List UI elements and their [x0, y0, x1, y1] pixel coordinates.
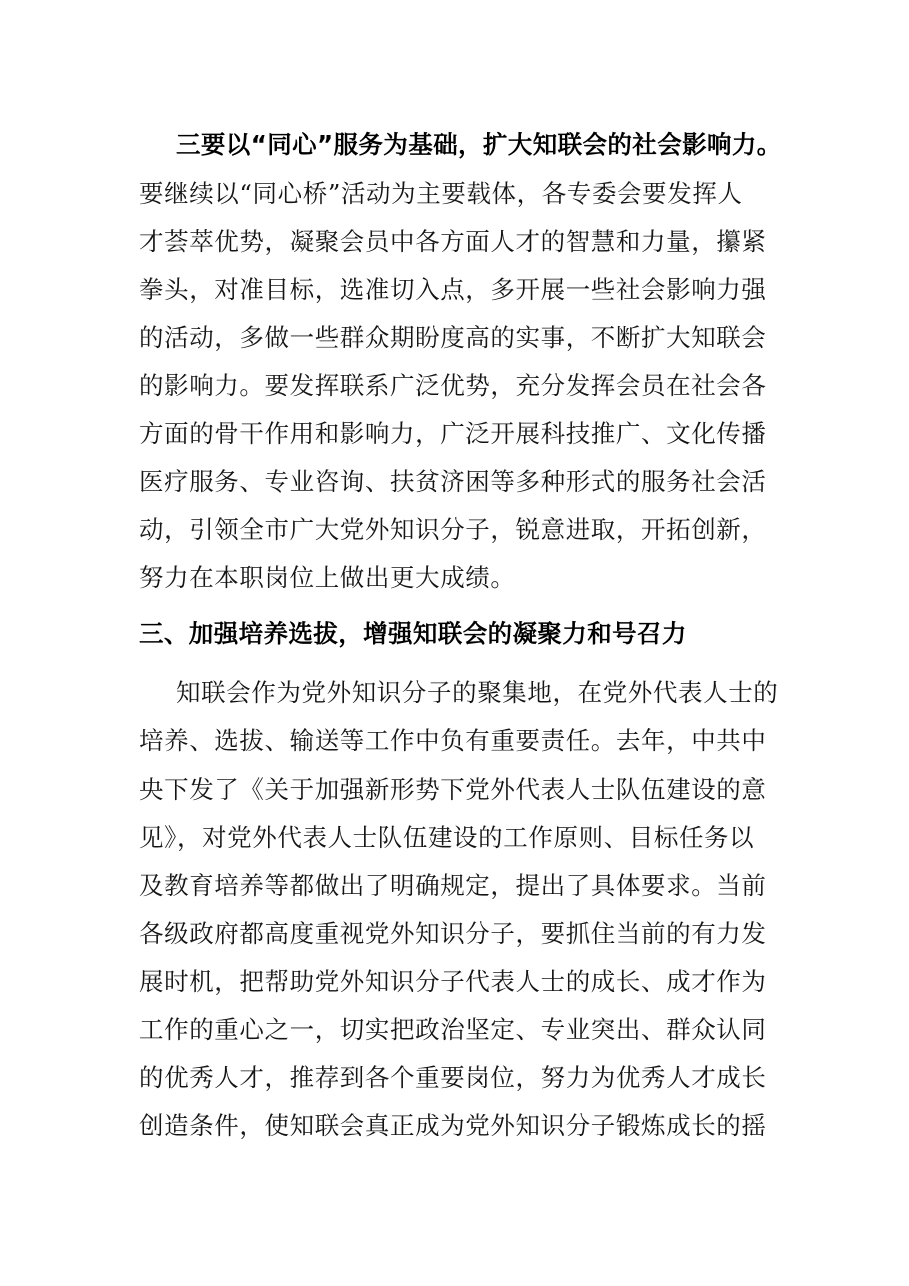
- text-line: 知联会作为党外知识分子的聚集地，在党外代表人士的: [176, 678, 779, 707]
- text-line: 工作的重心之一，切实把政治坚定、专业突出、群众认同: [139, 1015, 767, 1044]
- text-line: 的优秀人才，推荐到各个重要岗位，努力为优秀人才成长: [139, 1063, 767, 1092]
- text-line: 培养、选拔、输送等工作中负有重要责任。去年，中共中: [139, 726, 767, 755]
- text-line: 才荟萃优势，凝聚会员中各方面人才的智慧和力量，攥紧: [139, 227, 767, 256]
- text-line: 央下发了《关于加强新形势下党外代表人士队伍建设的意: [139, 775, 767, 804]
- text-line: 各级政府都高度重视党外知识分子，要抓住当前的有力发: [139, 919, 767, 948]
- text-line: 创造条件，使知联会真正成为党外知识分子锻炼成长的摇: [139, 1111, 767, 1140]
- text-line: 拳头，对准目标，选准切入点，多开展一些社会影响力强: [139, 275, 767, 304]
- paragraph-heading-3: 三要以“同心”服务为基础，扩大知联会的社会影响力。: [176, 130, 782, 159]
- text-line: 方面的骨干作用和影响力，广泛开展科技推广、文化传播: [139, 419, 767, 448]
- text-line: 见》，对党外代表人士队伍建设的工作原则、目标任务以: [139, 823, 755, 852]
- text-line: 的影响力。要发挥联系广泛优势，充分发挥会员在社会各: [139, 371, 767, 400]
- text-line: 要继续以“同心桥”活动为主要载体，各专委会要发挥人: [139, 179, 743, 208]
- text-line: 展时机，把帮助党外知识分子代表人士的成长、成才作为: [139, 967, 767, 996]
- text-line: 的活动，多做一些群众期盼度高的实事，不断扩大知联会: [139, 323, 767, 352]
- text-line: 医疗服务、专业咨询、扶贫济困等多种形式的服务社会活: [139, 467, 767, 496]
- text-line: 及教育培养等都做出了明确规定，提出了具体要求。当前: [139, 871, 767, 900]
- section-heading: 三、加强培养选拔，增强知联会的凝聚力和号召力: [139, 619, 687, 648]
- text-line: 努力在本职岗位上做出更大成绩。: [139, 563, 516, 592]
- text-line: 动，引领全市广大党外知识分子，锐意进取，开拓创新，: [139, 515, 767, 544]
